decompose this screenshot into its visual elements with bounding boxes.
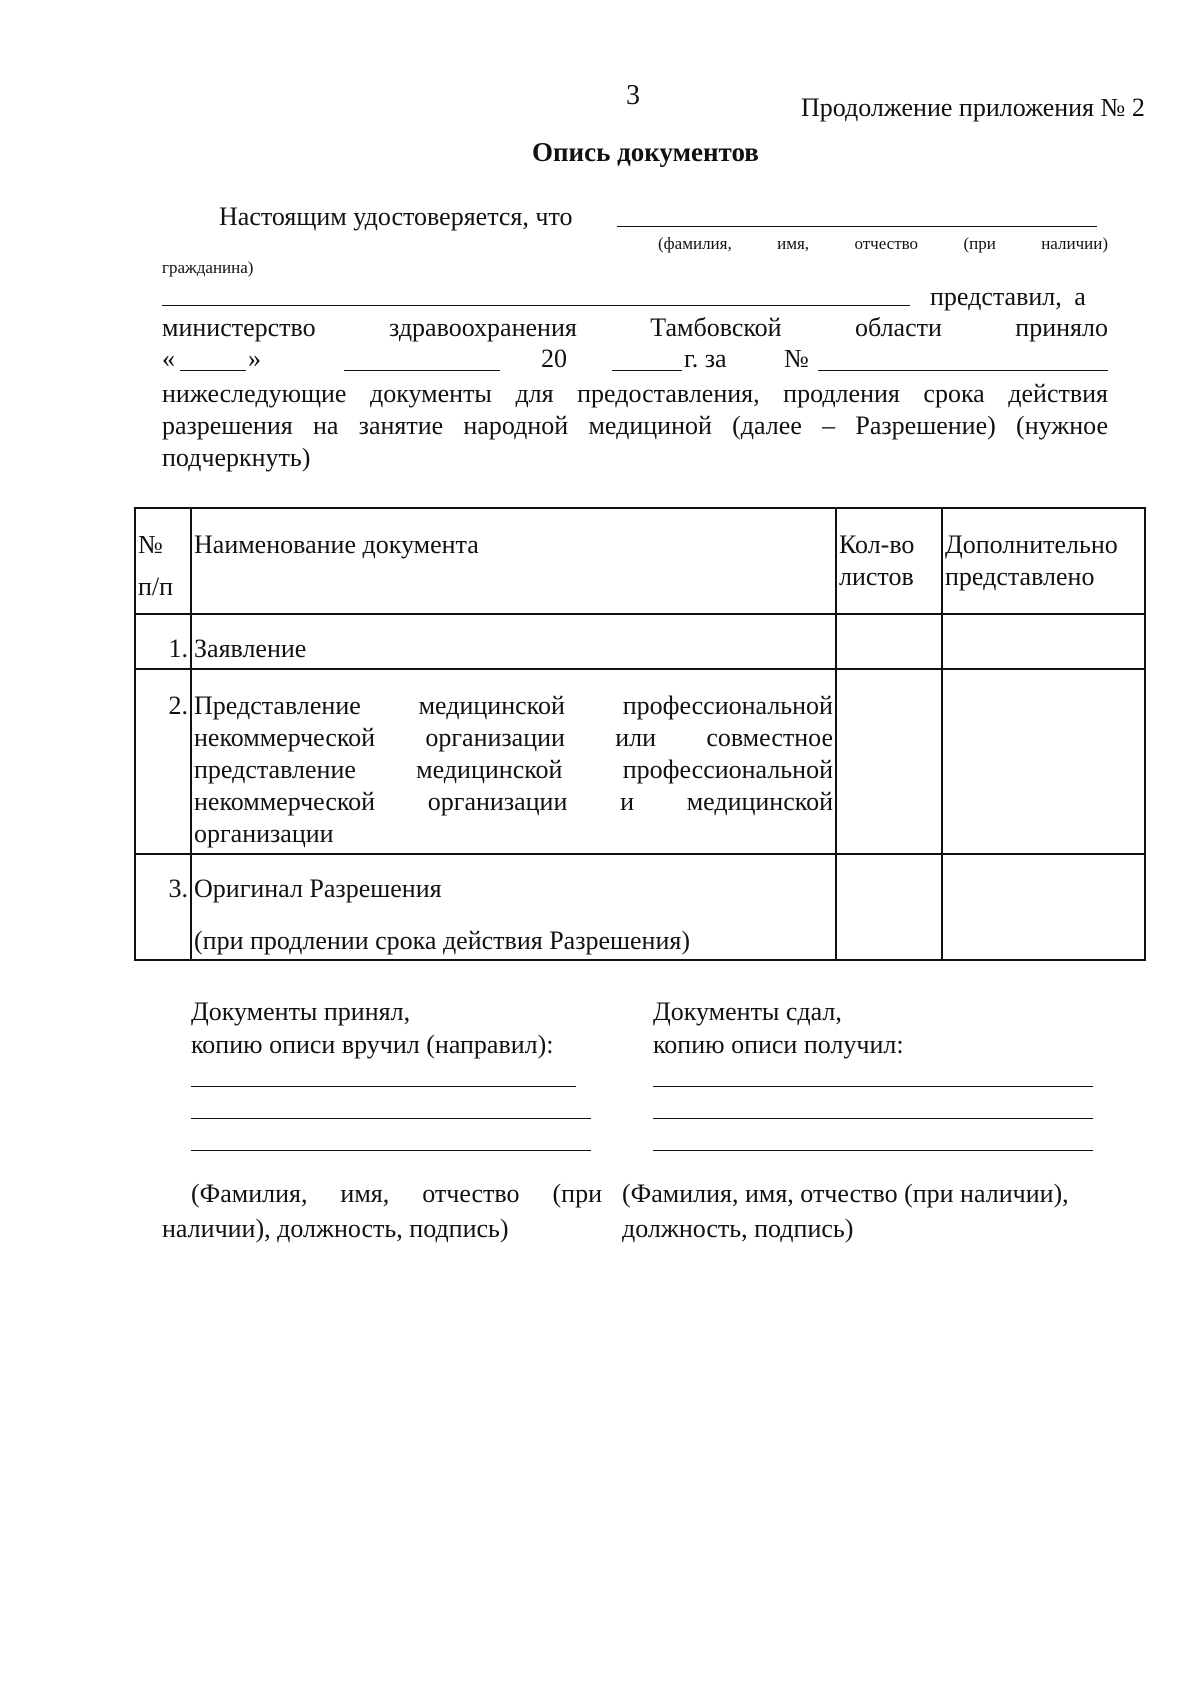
table-row	[135, 854, 1145, 960]
header-num	[135, 508, 191, 614]
word: организации	[425, 723, 565, 752]
sig-right-line1: Документы сдал,	[653, 997, 842, 1026]
header-name-text: Наименование документа	[194, 530, 479, 559]
presented-text: представил, а	[930, 282, 1086, 311]
row-num-text: 1.	[168, 634, 188, 663]
name-hint-word: (фамилия,	[658, 234, 732, 253]
header-extra	[942, 508, 1145, 614]
page-title: Опись документов	[532, 137, 759, 167]
ministry-word: Тамбовской	[650, 313, 782, 342]
ministry-word: министерство	[162, 313, 316, 342]
sig-left-caption: (Фамилия, имя, отчество (при наличии), должность, подпись)	[162, 1179, 602, 1243]
intro-body: нижеследующие документы для предоставления, продления срока действия разрешения на занятие народной медициной (далее – Разрешение) (нужное подчеркнуть)	[162, 379, 1108, 472]
word: медицинской	[416, 755, 563, 784]
row-name-line	[194, 786, 833, 818]
row-extra-cell[interactable]	[942, 854, 1145, 960]
sig-right-line2: копию описи получил:	[653, 1030, 904, 1059]
header-sheets-text: Кол-во листов	[839, 530, 915, 591]
header-sheets	[836, 508, 942, 614]
header-note: Продолжение приложения № 2	[801, 93, 1145, 122]
word: профессиональной	[622, 755, 833, 784]
sig-left-heading	[191, 995, 554, 1061]
row-sheets-cell[interactable]	[836, 669, 942, 854]
ministry-word: приняло	[1015, 313, 1108, 342]
year-prefix: 20	[541, 344, 567, 373]
row-extra-cell[interactable]	[942, 614, 1145, 669]
name-hint-tail: гражданина)	[162, 258, 254, 277]
citizen-name-field-continued[interactable]	[162, 305, 910, 306]
name-hint-word: (при	[963, 234, 996, 253]
sig-right-heading	[653, 995, 904, 1061]
word: медицинской	[418, 691, 565, 720]
word: или	[615, 723, 657, 752]
ministry-line	[162, 313, 1108, 343]
word: Представление	[194, 691, 361, 720]
row-name	[191, 669, 836, 854]
documents-table	[134, 507, 1146, 961]
sig-right-field-1[interactable]	[653, 1086, 1093, 1087]
row-name	[191, 854, 836, 960]
sig-right-field-2[interactable]	[653, 1118, 1093, 1119]
sig-left-line2: копию описи вручил (направил):	[191, 1030, 554, 1059]
row-num	[135, 614, 191, 669]
name-hint	[658, 234, 1108, 254]
row-name-line	[194, 754, 833, 786]
sig-right-field-3[interactable]	[653, 1150, 1093, 1151]
sig-left-field-2[interactable]	[191, 1118, 591, 1119]
row-num	[135, 854, 191, 960]
word: профессиональной	[622, 691, 833, 720]
quote-open: «	[162, 344, 175, 373]
word: и	[620, 787, 634, 816]
table-header-row	[135, 508, 1145, 614]
registration-number-field[interactable]	[818, 370, 1108, 371]
header-extra-text: Дополнительно представлено	[945, 530, 1118, 591]
citizen-name-field[interactable]	[617, 226, 1097, 227]
row-name-line	[194, 722, 833, 754]
quote-close: »	[248, 344, 261, 373]
word: некоммерческой	[194, 723, 376, 752]
row-extra-cell[interactable]	[942, 669, 1145, 854]
certify-text: Настоящим удостоверяется, что	[219, 202, 573, 231]
ministry-word: области	[854, 313, 942, 342]
header-num-line1: №	[138, 530, 163, 559]
table-row	[135, 669, 1145, 854]
row-num	[135, 669, 191, 854]
day-field[interactable]	[180, 370, 246, 371]
number-sign: №	[784, 344, 809, 373]
name-hint-word: имя,	[777, 234, 810, 253]
sig-left-line1: Документы принял,	[191, 997, 411, 1026]
row-name-text: Оригинал Разрешения	[194, 874, 442, 903]
row-name-last-line: организации	[194, 819, 334, 848]
sig-left-field-3[interactable]	[191, 1150, 591, 1151]
word: некоммерческой	[194, 787, 376, 816]
row-sheets-cell[interactable]	[836, 854, 942, 960]
ministry-word: здравоохранения	[389, 313, 577, 342]
row-name-text: Заявление	[194, 634, 307, 663]
sig-right-caption: (Фамилия, имя, отчество (при наличии), должность, подпись)	[622, 1179, 1069, 1243]
name-hint-word: наличии)	[1041, 234, 1108, 253]
word: организации	[427, 787, 568, 816]
word: совместное	[706, 723, 833, 752]
row-sheets-cell[interactable]	[836, 614, 942, 669]
sig-left-field-1[interactable]	[191, 1086, 576, 1087]
year-suffix: г. за	[684, 344, 727, 373]
header-name	[191, 508, 836, 614]
row-name-note: (при продлении срока действия Разрешения)	[194, 926, 691, 955]
row-num-text: 3.	[168, 874, 188, 903]
word: представление	[194, 755, 356, 784]
table-row	[135, 614, 1145, 669]
row-name	[191, 614, 836, 669]
month-field[interactable]	[344, 370, 500, 371]
header-num-line2: п/п	[138, 572, 174, 601]
year-field[interactable]	[612, 370, 682, 371]
row-num-text: 2.	[168, 691, 188, 720]
name-hint-word: отчество	[854, 234, 919, 253]
page-number: 3	[626, 80, 640, 111]
word: медицинской	[686, 787, 833, 816]
row-name-line	[194, 690, 833, 722]
